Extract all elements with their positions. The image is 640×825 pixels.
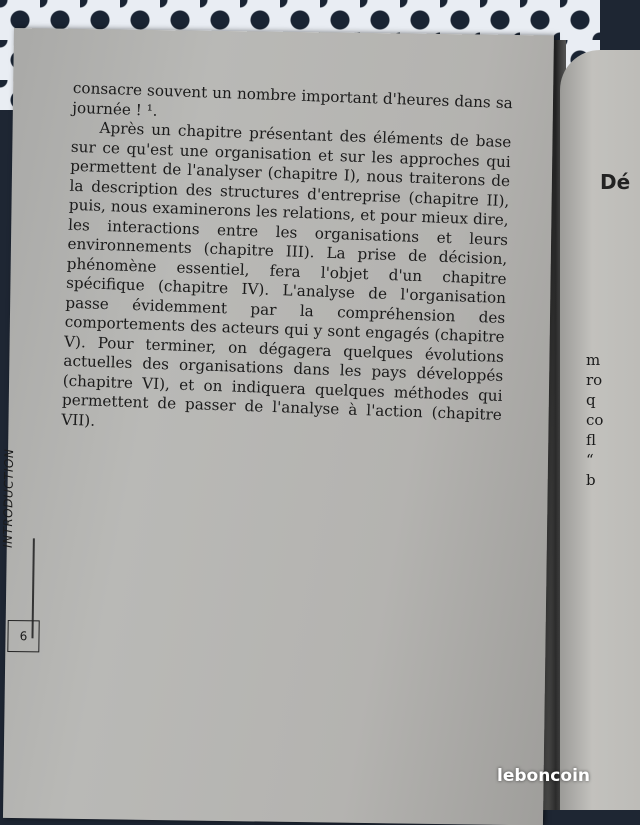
right-page: [560, 50, 640, 810]
right-page-fragment: b: [586, 471, 596, 489]
section-label: INTRODUCTION: [0, 448, 17, 549]
right-page-heading: Dé: [600, 170, 631, 194]
body-text: [61, 79, 513, 445]
right-page-fragment: m: [586, 351, 601, 369]
left-page: [0, 28, 554, 825]
right-page-fragment: fl: [586, 431, 597, 449]
right-page-fragment: q: [586, 391, 596, 409]
right-page-fragment: co: [586, 411, 604, 429]
right-page-fragment: “: [586, 451, 594, 469]
paragraph: Après un chapitre présentant des éléments de base sur ce qu'est une organisation et sur les approches qui permettent de l'analyser (chapitre I), nous traiterons de la description des structures d'entreprise (chapitre II), puis, nous examinerons les relations, et pour mieux dire, les interactions entre les organisations et leurs environnements (chapitre III). La prise de décision, phénomène essentiel, fera l'objet d'un chapitre spécifique (chapitre IV). L'analyse de l'organisation passe évidemment par la compréhension des comportements des acteurs qui y sont engagés (chapitre V). Pour terminer, on dégagera quelques évolutions actuelles des organisations dans les pays développés (chapitre VI), et on indiquera quelques méthodes qui permettent de passer de l'analyse à l'action (chapitre VII).: [61, 118, 512, 430]
paragraph: consacre souvent un nombre important d'heures dans sa journée ! ¹.: [71, 78, 514, 120]
page-number: 6: [7, 620, 39, 652]
right-page-fragment: ro: [586, 371, 603, 389]
watermark-logo: leboncoin: [497, 766, 590, 786]
